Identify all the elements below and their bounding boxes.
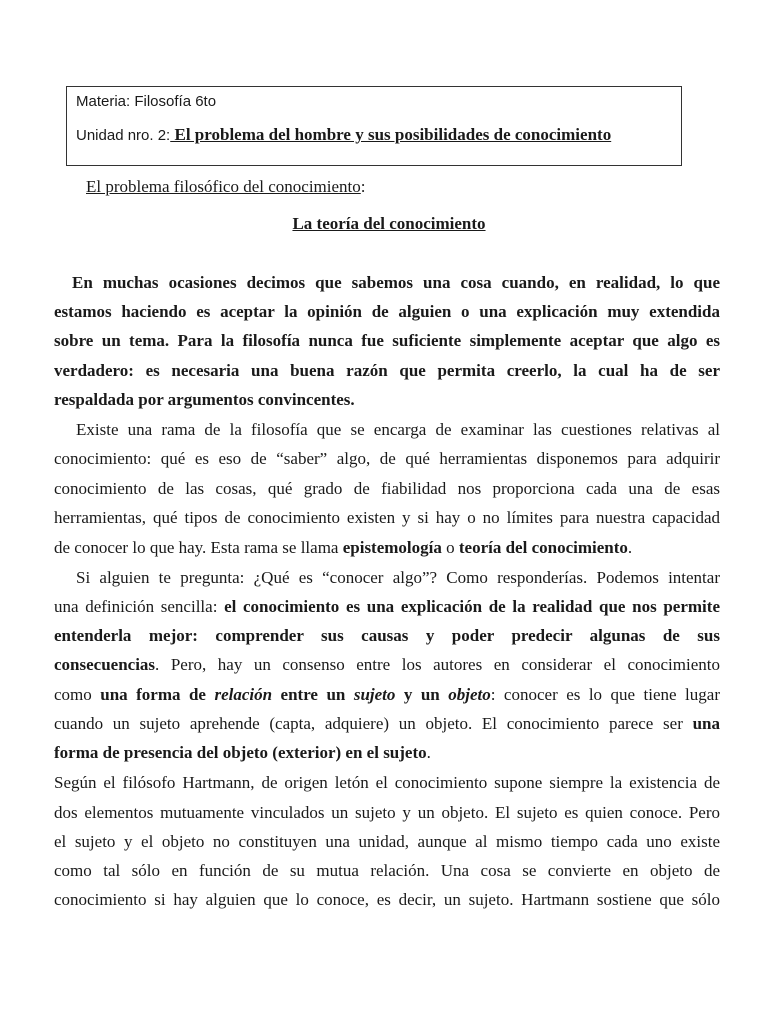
subject-line: Materia: Filosofía 6to [76,93,217,110]
text-line: forma de presencia del objeto (exterior) en el sujeto. [54,743,431,762]
text-line: En muchas ocasiones decimos que sabemos una cosa cuando, en realidad, lo que [72,273,720,292]
text-line: conocimiento: qué es eso de “saber” algo, de qué herramientas disponemos para adquirir [54,449,720,468]
document-title: La teoría del conocimiento [292,214,486,233]
text-line: estamos haciendo es aceptar la opinión de alguien o una explicación muy extendida [54,302,720,321]
unit-title: El problema del hombre y sus posibilidades de conocimiento [170,125,612,144]
text-line: dos elementos mutuamente vinculados un sujeto y un objeto. El sujeto es quien conoce. Pero [54,803,720,822]
text-line: cuando un sujeto aprehende (capta, adquiere) un objeto. El conocimiento parece ser una [54,714,720,733]
text-line: respaldada por argumentos convincentes. [54,390,355,409]
text-line: de conocer lo que hay. Esta rama se llama epistemología o teoría del conocimiento. [54,538,633,557]
text-line: como tal sólo en función de su mutua relación. Una cosa se convierte en objeto de [54,861,720,880]
text-line: verdadero: es necesaria una buena razón que permita creerlo, la cual ha de ser [54,361,720,380]
text-line: conocimiento de las cosas, qué grado de fiabilidad nos proporciona cada una de esas [54,479,720,498]
text-line: el sujeto y el objeto no constituyen una unidad, aunque al mismo tiempo cada uno existe [54,832,720,851]
text-line: Existe una rama de la filosofía que se encarga de examinar las cuestiones relativas al [76,420,720,439]
text-line: herramientas, qué tipos de conocimiento existen y si hay o no límites para nuestra capacidad [54,508,720,527]
unit-line: Unidad nro. 2: El problema del hombre y sus posibilidades de conocimiento [76,125,612,144]
text-line: como una forma de relación entre un sujeto y un objeto: conocer es lo que tiene lugar [54,685,720,704]
text-line: una definición sencilla: el conocimiento es una explicación de la realidad que nos permite [54,597,720,616]
section-label: El problema filosófico del conocimiento: [86,177,366,196]
text-line: entenderla mejor: comprender sus causas y poder predecir algunas de sus [54,626,720,645]
text-line: conocimiento si hay alguien que lo conoce, es decir, un sujeto. Hartmann sostiene que sólo [54,890,720,909]
text-line: Si alguien te pregunta: ¿Qué es “conocer algo”? Como responderías. Podemos intentar [76,568,720,587]
text-line: Según el filósofo Hartmann, de origen letón el conocimiento supone siempre la existencia de [54,773,720,792]
text-line: consecuencias. Pero, hay un consenso entre los autores en considerar el conocimiento [54,655,720,674]
text-line: sobre un tema. Para la filosofía nunca fue suficiente simplemente aceptar que algo es [54,331,720,350]
